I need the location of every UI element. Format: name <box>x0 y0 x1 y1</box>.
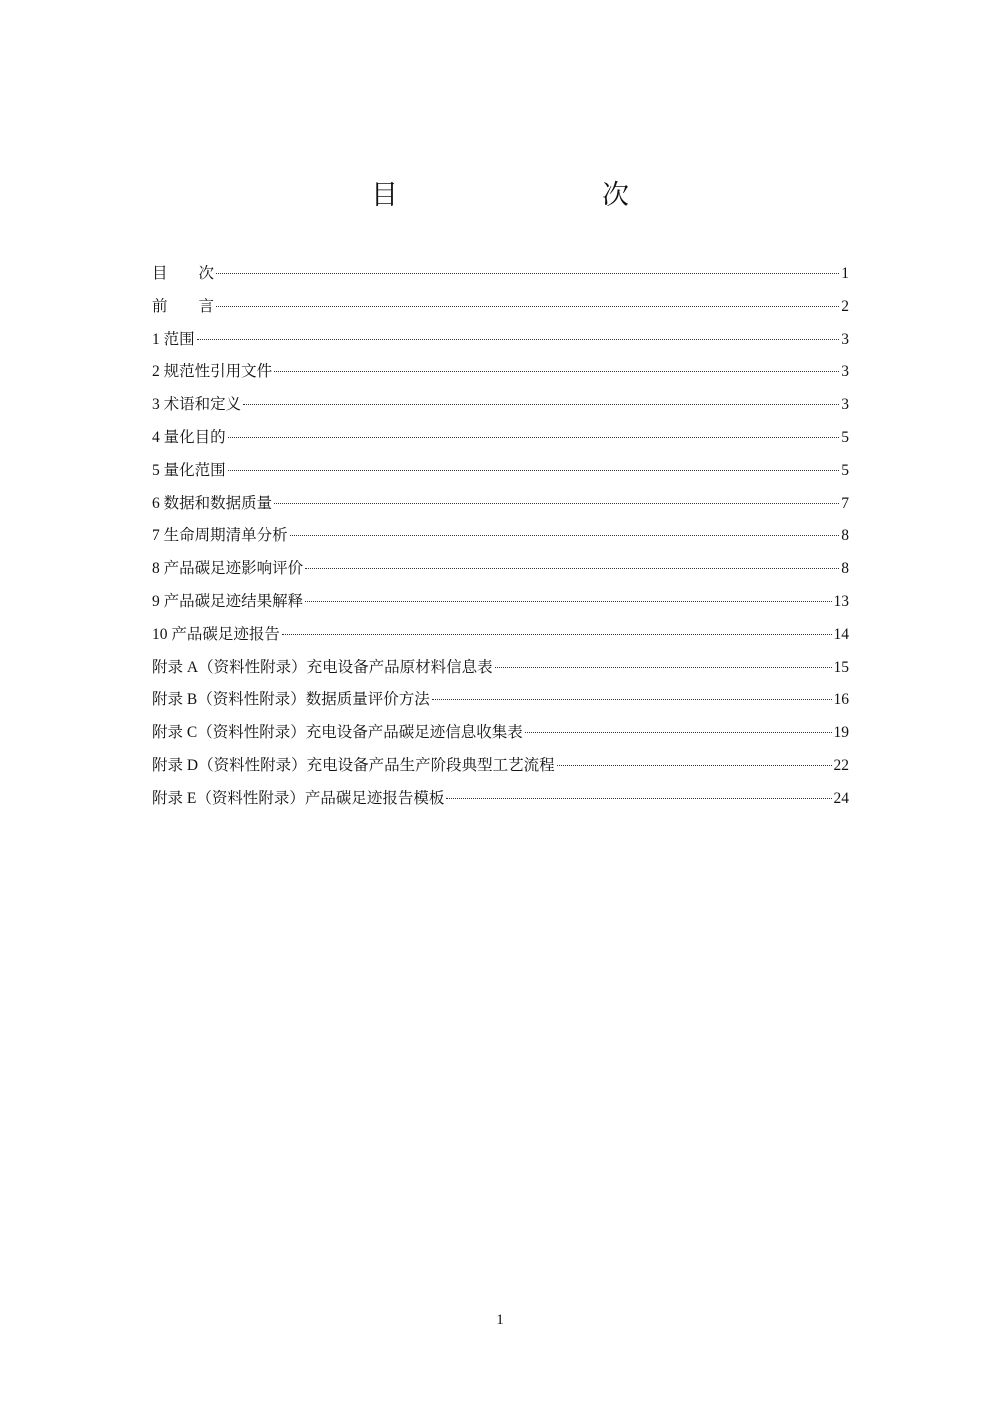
toc-entry-data-quality[interactable] <box>152 488 849 521</box>
page-title: 目 次 <box>371 180 679 211</box>
toc-entry-label: 附录 A（资料性附录）充电设备产品原材料信息表 <box>152 658 493 676</box>
toc-dot-leader <box>446 797 831 799</box>
toc-entry-impact-assessment[interactable] <box>152 553 849 586</box>
toc-entry-label: 附录 C（资料性附录）充电设备产品碳足迹信息收集表 <box>152 724 523 742</box>
toc-entry-page: 22 <box>833 756 849 774</box>
toc-entry-page: 8 <box>841 527 849 545</box>
toc-entry-label: 9 产品碳足迹结果解释 <box>152 592 304 610</box>
toc-dot-leader <box>305 567 839 569</box>
toc-entry-page: 3 <box>841 363 849 381</box>
toc-dot-leader <box>282 633 832 635</box>
toc-entry-page: 5 <box>841 428 849 446</box>
toc-entry-page: 3 <box>841 330 849 348</box>
toc-entry-page: 8 <box>841 560 849 578</box>
toc-entry-quantification-goal[interactable] <box>152 422 849 455</box>
toc-entry-page: 5 <box>841 461 849 479</box>
toc-entry-foreword[interactable] <box>152 291 849 324</box>
toc-entry-page: 14 <box>833 625 849 643</box>
toc-entry-appendix-c[interactable] <box>152 717 849 750</box>
toc-entry-inventory-analysis[interactable] <box>152 520 849 553</box>
toc-entry-label: 4 量化目的 <box>152 428 226 446</box>
toc-entry-page: 16 <box>833 691 849 709</box>
toc-dot-leader <box>274 502 839 504</box>
toc-entry-label: 1 范围 <box>152 330 195 348</box>
toc-entry-scope[interactable] <box>152 324 849 357</box>
toc-dot-leader <box>216 305 839 307</box>
table-of-contents <box>152 258 849 816</box>
toc-dot-leader <box>290 534 840 536</box>
toc-entry-appendix-a[interactable] <box>152 652 849 685</box>
toc-entry-label: 8 产品碳足迹影响评价 <box>152 560 304 578</box>
toc-dot-leader <box>216 272 839 274</box>
toc-dot-leader <box>495 666 832 668</box>
toc-dot-leader <box>557 764 832 766</box>
toc-entry-page: 19 <box>833 724 849 742</box>
toc-entry-label: 6 数据和数据质量 <box>152 494 273 512</box>
toc-entry-label: 3 术语和定义 <box>152 396 242 414</box>
toc-entry-label: 附录 B（资料性附录）数据质量评价方法 <box>152 691 430 709</box>
toc-dot-leader <box>228 436 840 438</box>
toc-entry-page: 7 <box>841 494 849 512</box>
toc-entry-terms-definitions[interactable] <box>152 389 849 422</box>
toc-entry-label: 10 产品碳足迹报告 <box>152 625 280 643</box>
toc-entry-appendix-b[interactable] <box>152 684 849 717</box>
toc-entry-label: 5 量化范围 <box>152 461 226 479</box>
toc-entry-page: 24 <box>833 789 849 807</box>
toc-dot-leader <box>305 600 831 602</box>
toc-entry-label: 7 生命周期清单分析 <box>152 527 288 545</box>
toc-entry-appendix-e[interactable] <box>152 783 849 816</box>
toc-entry-page: 1 <box>841 265 849 282</box>
toc-entry-quantification-scope[interactable] <box>152 455 849 488</box>
toc-entry-label: 附录 D（资料性附录）充电设备产品生产阶段典型工艺流程 <box>152 756 555 774</box>
toc-entry-contents[interactable] <box>152 258 849 291</box>
toc-entry-page: 15 <box>833 658 849 676</box>
toc-entry-label: 2 规范性引用文件 <box>152 363 273 381</box>
toc-entry-page: 3 <box>841 396 849 414</box>
toc-entry-label: 目 次 <box>152 265 215 282</box>
toc-entry-label: 附录 E（资料性附录）产品碳足迹报告模板 <box>152 789 445 807</box>
toc-dot-leader <box>228 469 840 471</box>
toc-dot-leader <box>197 338 840 340</box>
toc-entry-page: 2 <box>841 297 849 315</box>
toc-dot-leader <box>525 731 832 733</box>
toc-entry-appendix-d[interactable] <box>152 750 849 783</box>
toc-entry-label: 前 言 <box>152 297 215 315</box>
toc-dot-leader <box>274 370 839 372</box>
toc-entry-normative-references[interactable] <box>152 356 849 389</box>
page-number: 1 <box>496 1312 504 1328</box>
toc-dot-leader <box>243 403 839 405</box>
toc-entry-interpretation[interactable] <box>152 586 849 619</box>
toc-entry-report[interactable] <box>152 619 849 652</box>
toc-entry-page: 13 <box>833 592 849 610</box>
toc-dot-leader <box>432 698 832 700</box>
